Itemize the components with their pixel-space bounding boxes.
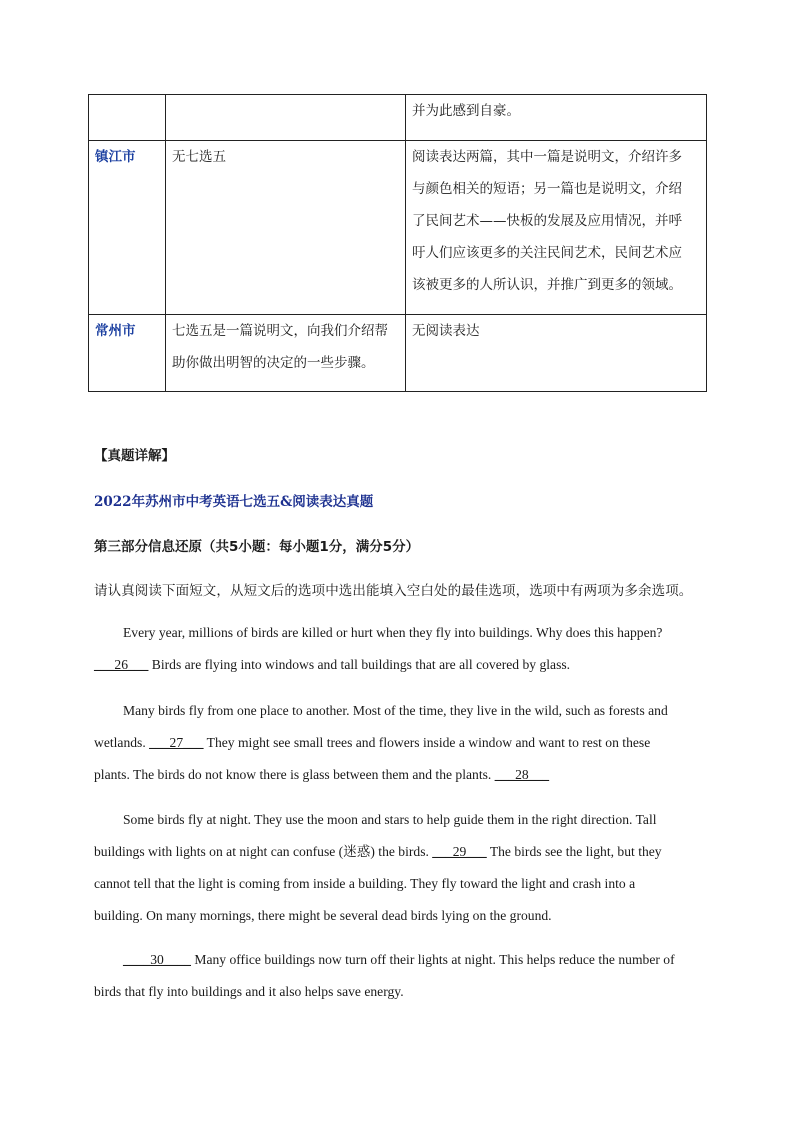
table-row bbox=[89, 95, 707, 141]
reading-cell bbox=[406, 141, 707, 315]
reading-cell: 并为此感到自豪。 bbox=[406, 95, 707, 141]
reading-cell: 无阅读表达 bbox=[406, 315, 707, 392]
cloze-cell bbox=[166, 95, 406, 141]
text-span: plants. The birds do not know there is glass between them and the plants. bbox=[94, 767, 495, 782]
cell-line: 与颜色相关的短语；另一篇也是说明文，介绍 bbox=[412, 181, 682, 197]
text-line: cannot tell that the light is coming from inside a building. They fly toward the light and crash into a bbox=[94, 876, 636, 891]
city-cell bbox=[89, 95, 166, 141]
text-span: They might see small trees and flowers inside a window and want to rest on these bbox=[203, 735, 651, 750]
cell-line: 吁人们应该更多的关注民间艺术，民间艺术应 bbox=[412, 245, 682, 261]
blank-28[interactable]: ___28___ bbox=[494, 767, 550, 782]
text-span: wetlands. bbox=[94, 735, 150, 750]
exam-title: 2022年苏州市中考英语七选五&阅读表达真题 bbox=[94, 494, 374, 510]
blank-30[interactable]: ____30____ bbox=[123, 952, 191, 967]
part-title: 第三部分信息还原（共5小题：每小题1分，满分5分） bbox=[94, 539, 420, 555]
cell-line: 阅读表达两篇，其中一篇是说明文，介绍许多 bbox=[412, 149, 682, 165]
text-span: Many office buildings now turn off their lights at night. This helps reduce the number of bbox=[190, 952, 675, 967]
text-span: The birds see the light, but they bbox=[486, 844, 662, 859]
text-line bbox=[94, 759, 694, 791]
paragraph-2 bbox=[94, 695, 694, 791]
section-label: 【真题详解】 bbox=[94, 448, 175, 464]
text-span: buildings with lights on at night can confuse (迷惑) the birds. bbox=[94, 844, 433, 859]
instruction-text: 请认真阅读下面短文，从短文后的选项中选出能填入空白处的最佳选项，选项中有两项为多余选项。 bbox=[94, 583, 693, 599]
blank-29[interactable]: ___29___ bbox=[432, 844, 487, 859]
text-line bbox=[94, 649, 694, 681]
cloze-cell bbox=[166, 315, 406, 392]
text-line bbox=[94, 944, 694, 976]
table-row bbox=[89, 141, 707, 315]
text-line: Many birds fly from one place to another. Most of the time, they live in the wild, such as forests and bbox=[123, 703, 668, 718]
reading-summary-table bbox=[88, 94, 707, 392]
blank-26[interactable]: ___26___ bbox=[94, 657, 149, 672]
cell-line: 该被更多的人所认识，并推广到更多的领域。 bbox=[412, 277, 682, 293]
cell-line: 了民间艺术——快板的发展及应用情况，并呼 bbox=[412, 213, 682, 229]
cell-line: 助你做出明智的决定的一些步骤。 bbox=[172, 355, 375, 371]
text-line: Every year, millions of birds are killed or hurt when they fly into buildings. Why does this happen? bbox=[123, 625, 663, 640]
text-line: building. On many mornings, there might be several dead birds lying on the ground. bbox=[94, 908, 552, 923]
city-cell: 常州市 bbox=[89, 315, 166, 392]
text-line: Some birds fly at night. They use the moon and stars to help guide them in the right direction. Tall bbox=[123, 812, 657, 827]
paragraph-4 bbox=[94, 944, 694, 1008]
cell-line: 七选五是一篇说明文，向我们介绍帮 bbox=[172, 323, 388, 339]
paragraph-1 bbox=[94, 617, 694, 681]
text-line bbox=[94, 727, 694, 759]
paragraph-3 bbox=[94, 804, 694, 932]
text-span: Birds are flying into windows and tall buildings that are all covered by glass. bbox=[148, 657, 571, 672]
blank-27[interactable]: ___27___ bbox=[149, 735, 204, 750]
table-row bbox=[89, 315, 707, 392]
text-line bbox=[94, 836, 694, 868]
cloze-cell: 无七选五 bbox=[166, 141, 406, 315]
text-line: birds that fly into buildings and it also helps save energy. bbox=[94, 984, 404, 999]
city-cell: 镇江市 bbox=[89, 141, 166, 315]
